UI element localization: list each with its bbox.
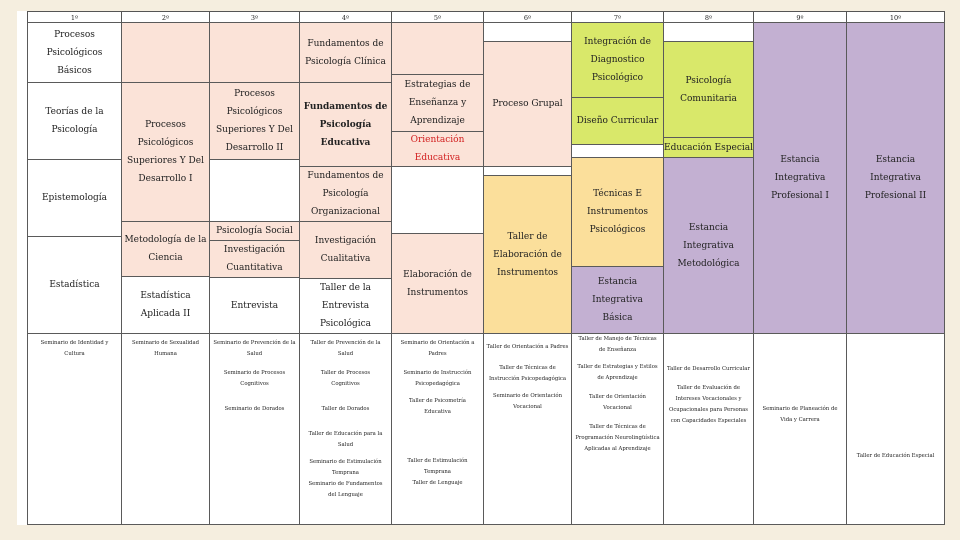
elective-seminario-prevencion: Seminario de Prevención de la Salud [213, 340, 296, 357]
course-fundamentos-organizacional: Fundamentos de Psicología Organizacional [299, 166, 392, 222]
elective-col-6 [483, 333, 572, 525]
course-procesos-superiores-2: Procesos Psicológicos Superiores Y Del Desarrollo II [209, 82, 300, 160]
elective-seminario-estimulacion: Seminario de Estimulación Temprana [309, 459, 382, 476]
elective-col-8 [663, 333, 754, 525]
course-estancia-basica: Estancia Integrativa Básica [571, 266, 664, 334]
course-estadistica: Estadística [27, 236, 122, 334]
course-blank-3a [209, 22, 300, 83]
course-proceso-grupal: Proceso Grupal [483, 41, 572, 167]
course-teorias: Teorías de la Psicología [27, 82, 122, 160]
course-estancia-profesional-2: Estancia Integrativa Profesional II [846, 22, 945, 334]
elective-col-5 [391, 333, 484, 525]
elective-taller-prevencion: Taller de Prevención de la Salud [310, 340, 381, 357]
elective-taller-vocacional: Taller de Orientación Vocacional [589, 394, 646, 411]
course-blank-5a [391, 22, 484, 75]
course-educacion-especial: Educación Especial [663, 137, 754, 158]
course-taller-elaboracion: Taller de Elaboración de Instrumentos [483, 175, 572, 334]
course-estancia-metodologica: Estancia Integrativa Metodológica [663, 157, 754, 334]
course-blank-3b [209, 159, 300, 222]
elective-col-9: Seminario de Planeación de Vida y Carrera [753, 333, 847, 525]
course-estrategias: Estrategias de Enseñanza y Aprendizaje [391, 74, 484, 132]
course-fundamentos-clinica: Fundamentos de Psicología Clínica [299, 22, 392, 83]
course-estadistica-aplicada: Estadística Aplicada II [121, 276, 210, 334]
elective-taller-dorados: Taller de Dorados [321, 406, 370, 412]
elective-seminario-vocacional: Seminario de Orientación Vocacional [492, 393, 563, 410]
elective-taller-padres: Taller de Orientación a Padres [486, 344, 569, 350]
elective-taller-pnl: Taller de Técnicas de Programación Neurolingüística Aplicadas al Aprendizaje [575, 424, 660, 452]
course-blank-7a [571, 144, 664, 158]
course-psicologia-comunitaria: Psicología Comunitaria [663, 41, 754, 138]
elective-col-10: Taller de Educación Especial [846, 333, 945, 525]
semester-header-1: 1º [27, 11, 121, 23]
elective-taller-intereses: Taller de Evaluación de Intereses Vocacionales y Ocupacionales para Personas con Capacidades Especiales [668, 385, 749, 424]
elective-taller-tecnicas-ensenanza: Taller de Manejo de Técnicas de Enseñanza [578, 336, 657, 353]
semester-header-3: 3º [209, 11, 299, 23]
course-taller-entrevista: Taller de la Entrevista Psicológica [299, 278, 392, 334]
elective-taller-estimulacion: Taller de Estimulación Temprana [407, 458, 468, 475]
semester-header-2: 2º [121, 11, 209, 23]
elective-col-2: Seminario de Sexualidad Humana [121, 333, 210, 525]
course-blank-2a [121, 22, 210, 83]
semester-header-10: 10º [846, 11, 945, 23]
elective-taller-educacion-salud: Taller de Educación para la Salud [308, 431, 383, 448]
course-tecnicas: Técnicas E Instrumentos Psicológicos [571, 157, 664, 267]
elective-taller-estilos: Taller de Estrategias y Estilos de Aprendizaje [577, 364, 658, 381]
course-investigacion-cualitativa: Investigación Cualitativa [299, 221, 392, 279]
elective-col-3 [209, 333, 300, 525]
elective-taller-psicometria: Taller de Psicometría Educativa [409, 398, 466, 415]
course-entrevista: Entrevista [209, 277, 300, 334]
course-elaboracion: Elaboración de Instrumentos [391, 233, 484, 334]
course-investigacion-cuantitativa: Investigación Cuantitativa [209, 240, 300, 278]
elective-seminario-padres: Seminario de Orientación a Padres [400, 340, 475, 357]
elective-col-7 [571, 333, 664, 525]
course-procesos-superiores-1: Procesos Psicológicos Superiores Y Del Desarrollo I [121, 82, 210, 222]
elective-seminario-instruccion: Seminario de Instrucción Psicopedagógica [403, 370, 472, 387]
semester-header-6: 6º [483, 11, 571, 23]
course-integracion-diagnostico: Integración de Diagnostico Psicológico [571, 22, 664, 98]
semester-header-4: 4º [299, 11, 391, 23]
course-blank-8a [663, 22, 754, 42]
semester-header-8: 8º [663, 11, 753, 23]
elective-seminario-dorados: Seminario de Dorados [224, 406, 285, 412]
elective-taller-instruccion: Taller de Técnicas de Instrucción Psicopedagógica [488, 365, 567, 382]
course-epistemologia: Epistemología [27, 159, 122, 237]
course-estancia-profesional-1: Estancia Integrativa Profesional I [753, 22, 847, 334]
semester-header-5: 5º [391, 11, 483, 23]
elective-taller-lenguaje: Taller de Lenguaje [412, 480, 463, 486]
course-procesos-basicos: Procesos Psicológicos Básicos [27, 22, 122, 83]
course-psicologia-social: Psicología Social [209, 221, 300, 241]
elective-seminario-lenguaje: Seminario de Fundamentos del Lenguaje [308, 481, 383, 498]
course-fundamentos-educativa: Fundamentos de Psicología Educativa [299, 82, 392, 167]
course-orientacion: Orientación Educativa [391, 131, 484, 167]
semester-header-9: 9º [753, 11, 846, 23]
semester-header-7: 7º [571, 11, 663, 23]
course-diseno-curricular: Diseño Curricular [571, 97, 664, 145]
course-blank-6a [483, 22, 572, 42]
elective-seminario-procesos: Seminario de Procesos Cognitivos [223, 370, 286, 387]
elective-taller-curricular: Taller de Desarrollo Curricular [667, 366, 750, 372]
course-metodologia: Metodología de la Ciencia [121, 221, 210, 277]
elective-col-4 [299, 333, 392, 525]
course-blank-5b [391, 166, 484, 234]
elective-col-1: Seminario de Identidad y Cultura [27, 333, 122, 525]
elective-taller-procesos: Taller de Procesos Cognitivos [320, 370, 371, 387]
